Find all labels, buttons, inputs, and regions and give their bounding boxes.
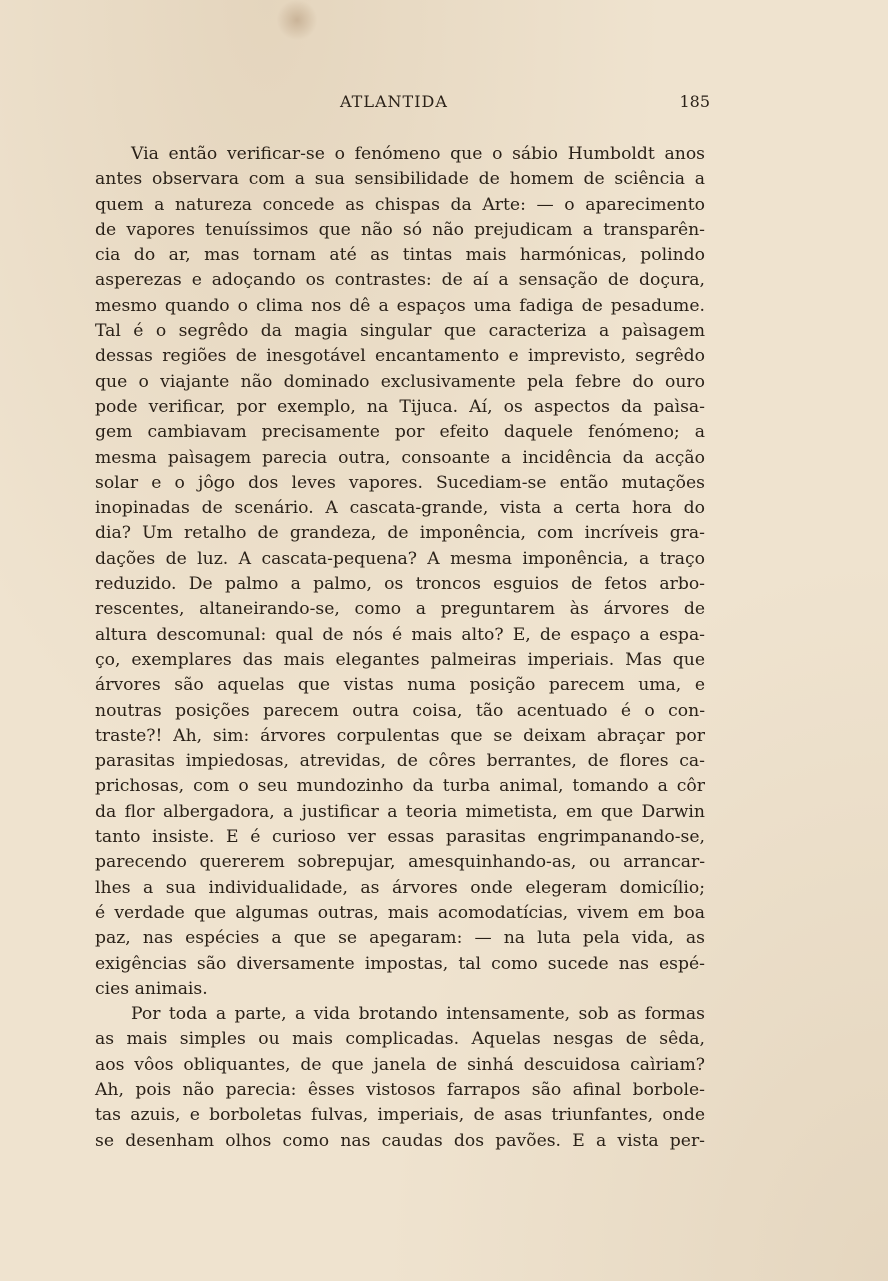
- text-line: cies animais.: [95, 978, 208, 999]
- body-text: [95, 142, 705, 1154]
- text-line: asperezas e adoçando os contrastes: de aí a sensação de doçura,: [95, 270, 705, 291]
- text-line: lhes a sua individualidade, as árvores onde elegeram domicílio;: [95, 877, 705, 898]
- text-line: ço, exemplares das mais elegantes palmeiras imperiais. Mas que: [95, 649, 705, 670]
- text-line: dessas regiões de inesgotável encantamento e imprevisto, segrêdo: [95, 346, 705, 367]
- text-line: noutras posições parecem outra coisa, tão acentuado é o con-: [95, 700, 705, 721]
- text-line: reduzido. De palmo a palmo, os troncos esguios de fetos arbo-: [95, 574, 705, 595]
- text-line: árvores são aquelas que vistas numa posição parecem uma, e: [95, 675, 705, 696]
- page-header: [95, 92, 710, 118]
- text-line: prichosas, com o seu mundozinho da turba animal, tomando a côr: [95, 776, 705, 797]
- page-number: 185: [679, 92, 710, 111]
- text-line: dia? Um retalho de grandeza, de imponência, com incríveis gra-: [95, 523, 705, 544]
- running-title: ATLANTIDA: [340, 92, 448, 111]
- text-line: as mais simples ou mais complicadas. Aquelas nesgas de sêda,: [95, 1029, 705, 1050]
- text-line: mesma paìsagem parecia outra, consoante a incidência da acção: [95, 447, 705, 468]
- text-line: rescentes, altaneirando-se, como a preguntarem às árvores de: [95, 599, 705, 620]
- text-line: altura descomunal: qual de nós é mais alto? E, de espaço a espa-: [95, 624, 705, 645]
- text-line: Ah, pois não parecia: êsses vistosos farrapos são afinal borbole-: [95, 1079, 705, 1100]
- text-line: inopinadas de scenário. A cascata-grande, vista a certa hora do: [95, 498, 705, 519]
- text-line: mesmo quando o clima nos dê a espaços uma fadiga de pesadume.: [95, 295, 705, 316]
- text-line: Tal é o segrêdo da magia singular que caracteriza a paìsagem: [95, 321, 705, 342]
- text-line: tanto insiste. E é curioso ver essas parasitas engrimpanando-se,: [95, 827, 705, 848]
- text-line: da flor albergadora, a justificar a teoria mimetista, em que Darwin: [95, 801, 705, 822]
- text-line: paz, nas espécies a que se apegaram: — na luta pela vida, as: [95, 928, 705, 949]
- text-line: parecendo quererem sobrepujar, amesquinhando-as, ou arrancar-: [95, 852, 705, 873]
- text-line: cia do ar, mas tornam até as tintas mais harmónicas, polindo: [95, 245, 705, 266]
- text-line: Por toda a parte, a vida brotando intensamente, sob as formas: [131, 1004, 705, 1025]
- text-line: tas azuis, e borboletas fulvas, imperiais, de asas triunfantes, onde: [95, 1105, 705, 1126]
- text-line: dações de luz. A cascata-pequena? A mesma imponência, a traço: [95, 548, 705, 569]
- text-line: quem a natureza concede as chispas da Arte: — o aparecimento: [95, 194, 705, 215]
- text-line: que o viajante não dominado exclusivamente pela febre do ouro: [95, 371, 705, 392]
- text-line: gem cambiavam precisamente por efeito daquele fenómeno; a: [95, 422, 705, 443]
- paper-stain: [276, 0, 318, 40]
- text-line: exigências são diversamente impostas, tal como sucede nas espé-: [95, 953, 705, 974]
- text-line: antes observara com a sua sensibilidade de homem de sciência a: [95, 169, 705, 190]
- text-line: aos vôos obliquantes, de que janela de sinhá descuidosa caìriam?: [95, 1054, 705, 1075]
- text-line: solar e o jôgo dos leves vapores. Sucediam-se então mutações: [95, 472, 705, 493]
- text-line: traste?! Ah, sim: árvores corpulentas que se deixam abraçar por: [95, 725, 705, 746]
- text-line: pode verificar, por exemplo, na Tijuca. Aí, os aspectos da paìsa-: [95, 396, 705, 417]
- text-line: Via então verificar-se o fenómeno que o sábio Humboldt anos: [131, 144, 705, 164]
- text-line: parasitas impiedosas, atrevidas, de côres berrantes, de flores ca-: [95, 751, 705, 772]
- text-line: se desenham olhos como nas caudas dos pavões. E a vista per-: [95, 1130, 705, 1151]
- text-line: é verdade que algumas outras, mais acomodatícias, vivem em boa: [95, 902, 705, 923]
- text-line: de vapores tenuíssimos que não só não prejudicam a transparên-: [95, 219, 705, 240]
